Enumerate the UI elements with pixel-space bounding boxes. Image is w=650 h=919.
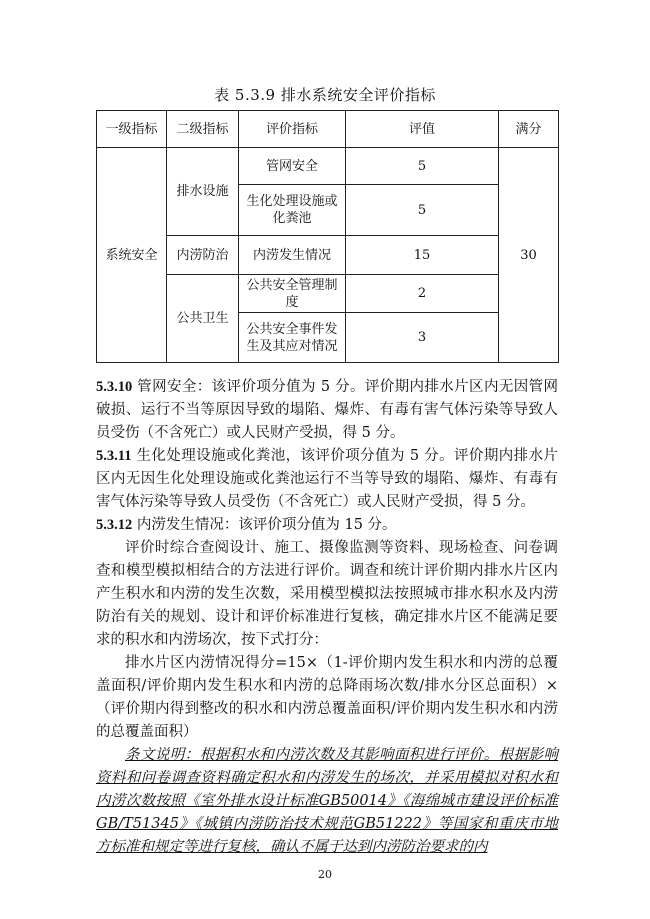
cell-indicator: 管网安全 — [239, 148, 346, 185]
cell-score: 3 — [346, 313, 499, 363]
section-5-3-11 — [96, 445, 558, 514]
paragraph-note — [96, 744, 558, 859]
section-5-3-12 — [96, 514, 558, 537]
paragraph-method: 评价时综合查阅设计、施工、摄像监测等资料、现场检查、问卷调查和模型模拟相结合的方法进行评价。调查和统计评价期内排水片区内产生积水和内涝的发生次数，采用模型模拟法按照城市排水积水及内涝防治有关的规划、设计和评价标准进行复核，确定排水片区不能满足要求的积水和内涝场次，按下式打分： — [96, 540, 558, 648]
header-indicator: 评价指标 — [239, 111, 346, 148]
section-number: 5.3.10 — [96, 379, 133, 395]
paragraph-formula: 排水片区内涝情况得分=15×（1-评价期内发生积水和内涝的总覆盖面积/评价期内发生积水和内涝的总降雨场次数/排水分区总面积）×（评价期内得到整改的积水和内涝总覆盖面积/评价期内发生积水和内涝的总覆盖面积） — [96, 655, 558, 740]
cell-full-score: 30 — [499, 148, 559, 363]
page-number: 20 — [318, 868, 332, 881]
body-text — [96, 376, 558, 859]
cell-indicator: 公共安全事件发生及其应对情况 — [239, 313, 346, 363]
table-caption: 表 5.3.9 排水系统安全评价指标 — [214, 86, 436, 104]
header-level1: 一级指标 — [97, 111, 167, 148]
header-score: 评值 — [346, 111, 499, 148]
cell-score: 15 — [346, 236, 499, 275]
section-number: 5.3.12 — [96, 517, 133, 533]
cell-indicator: 内涝发生情况 — [239, 236, 346, 275]
table-row — [97, 236, 559, 275]
section-text: 生化处理设施或化粪池，该评价项分值为 5 分。评价期内排水片区内无因生化处理设施或化粪池运行不当等导致的塌陷、爆炸、有毒有害气体污染等导致人员受伤（不含死亡）或人民财产受损，得 5 分。 — [96, 448, 558, 510]
cell-level2: 公共卫生 — [167, 275, 239, 363]
safety-index-table — [96, 110, 559, 363]
cell-score: 5 — [346, 185, 499, 236]
cell-indicator: 公共安全管理制度 — [239, 275, 346, 313]
clause-note: 条文说明：根据积水和内涝次数及其影响面积进行评价。根据影响资料和问卷调查资料确定积水和内涝发生的场次，并采用模拟对积水和内涝次数按照《室外排水设计标准GB50014》《海绵城市建设评价标准GB/T51345》《城镇内涝防治技术规范GB51222》等国家和重庆市地方标准和规定等进行复核，确认不属于达到内涝防治要求的内 — [96, 747, 558, 855]
table-row — [97, 275, 559, 313]
table-row — [97, 148, 559, 185]
section-5-3-10 — [96, 376, 558, 445]
cell-indicator: 生化处理设施或化粪池 — [239, 185, 346, 236]
cell-level1: 系统安全 — [97, 148, 167, 363]
header-full-score: 满分 — [499, 111, 559, 148]
section-text: 管网安全：该评价项分值为 5 分。评价期内排水片区内无因管网破损、运行不当等原因导致的塌陷、爆炸、有毒有害气体污染等导致人员受伤（不含死亡）或人民财产受损，得 5 分。 — [96, 379, 558, 441]
header-level2: 二级指标 — [167, 111, 239, 148]
cell-level2: 内涝防治 — [167, 236, 239, 275]
cell-score: 5 — [346, 148, 499, 185]
section-number: 5.3.11 — [96, 448, 132, 464]
section-text: 内涝发生情况：该评价项分值为 15 分。 — [132, 517, 397, 533]
cell-level2: 排水设施 — [167, 148, 239, 236]
cell-score: 2 — [346, 275, 499, 313]
table-header-row — [97, 111, 559, 148]
